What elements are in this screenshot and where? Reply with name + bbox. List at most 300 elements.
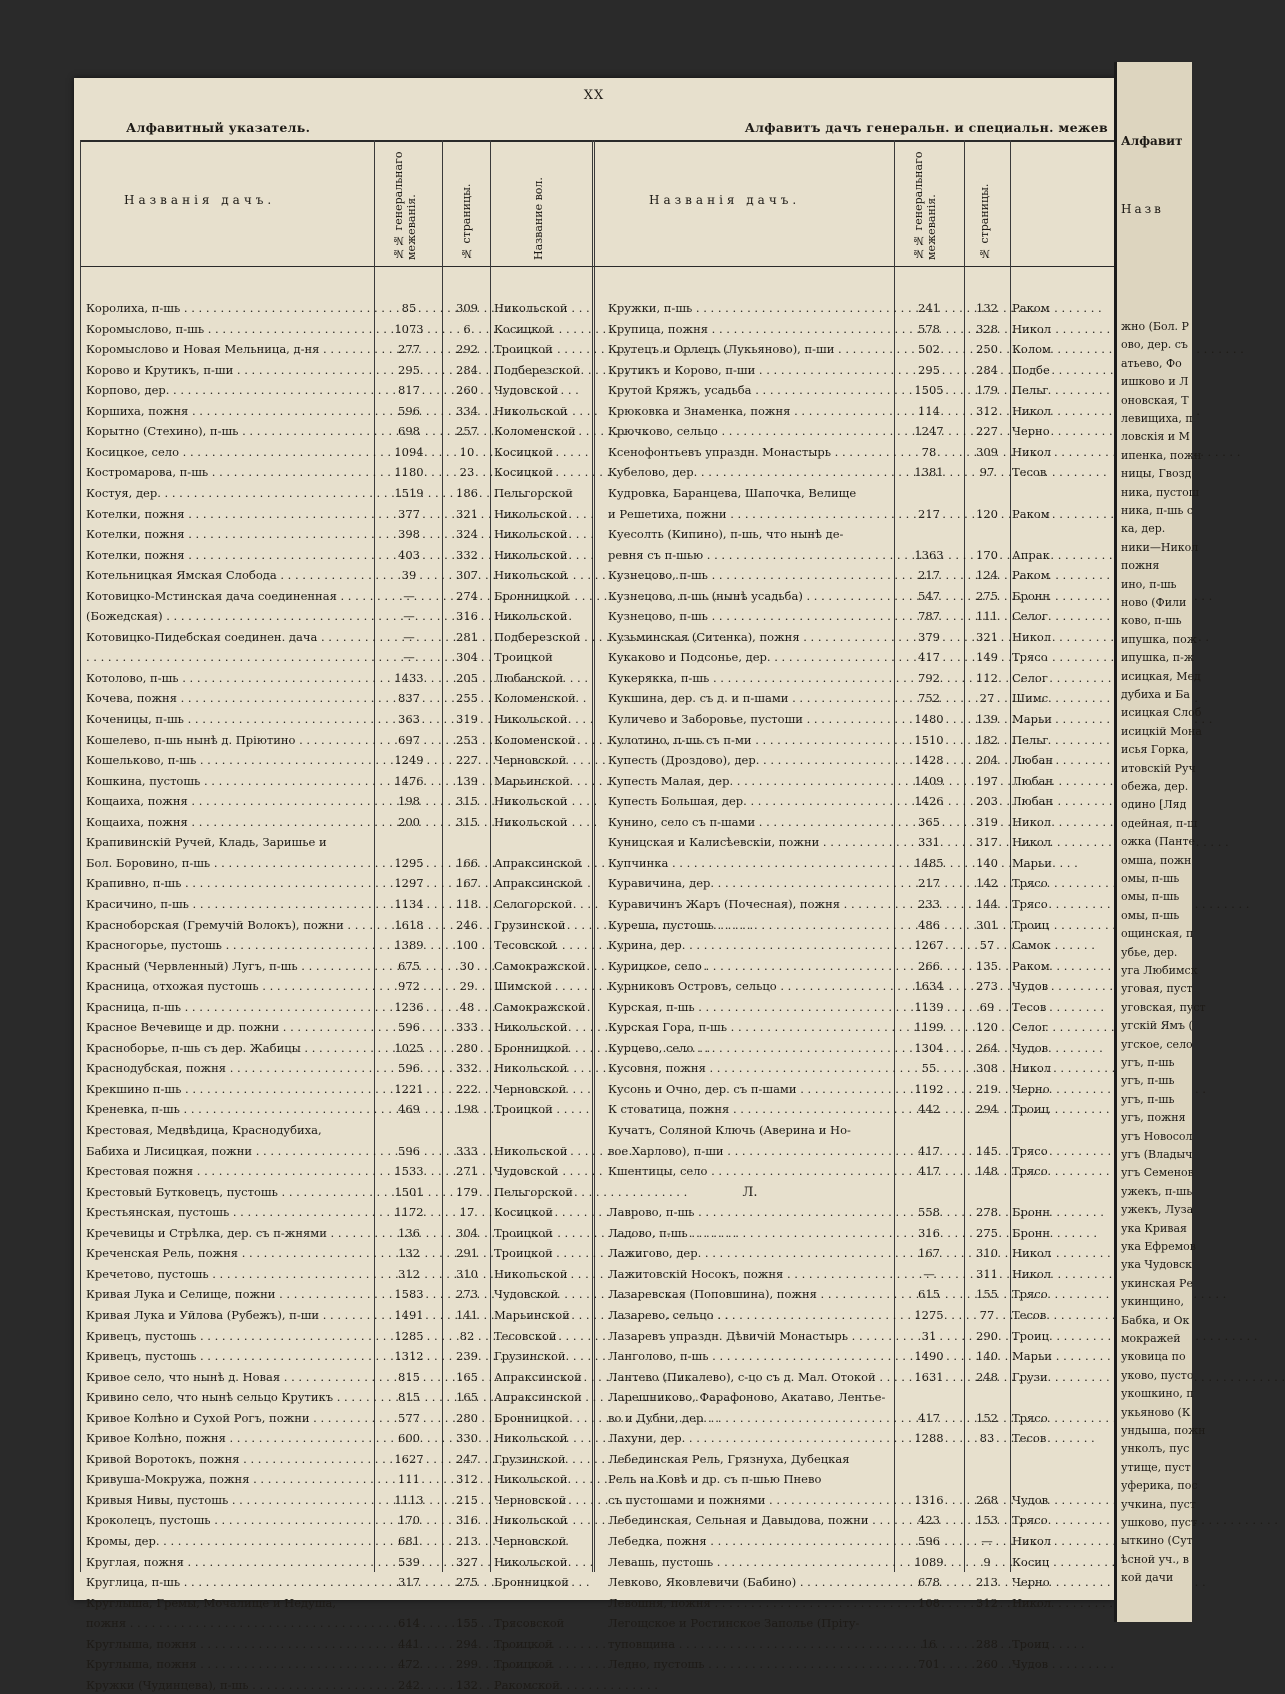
estate-name: Крапивно, п-шь . . . [86,875,372,892]
general-survey-number: 1312 [394,1349,424,1364]
page-number: 179 [976,383,998,398]
estate-name: ревня съ п-шью . . . [608,547,892,564]
estate-name: Ладово, п-шь . . . [608,1225,892,1242]
page-number: 152 [976,1410,998,1425]
general-survey-number: 217 [918,568,940,583]
estate-name: Котовицко-Пидебская соединен. дача . . . [86,629,372,646]
volost-name: Косиц [1012,1554,1050,1569]
general-survey-number: 600 [398,1431,420,1446]
estate-name: Кривое село, что нынѣ д. Новая . . . [86,1369,372,1386]
page-number: 316 [456,609,478,624]
estate-name: Кружки, п-шь . . . [608,300,892,317]
estate-name: Кошкина, пустошь . . . [86,773,372,790]
page-number: 321 [976,629,998,644]
page-number: 213 [976,1575,998,1590]
page-number: 197 [976,773,998,788]
estate-name: Кроколецъ, пустошь . . . [86,1512,372,1529]
estate-name: Кулотино, п-шь съ п-ми . . . [608,732,892,749]
page-number: 311 [976,1266,998,1281]
estate-name: Красногорье, пустошь . . . [86,937,372,954]
volost-name: Марьи [1012,855,1052,870]
page-number: 186 [456,485,478,500]
estate-name: Курниковъ Островъ, сельцо . . . [608,978,892,995]
page-number: 274 [456,588,478,603]
next-page-text: ницы, Гвозд [1121,467,1192,481]
page-number: 141 [456,1307,478,1322]
general-survey-number: 111 [398,1472,420,1487]
volost-name: Никол [1012,403,1052,418]
estate-name: Кривуша-Мокружа, пожня . . . [86,1471,372,1488]
estate-name: Круглыша, Гремы, Мочалище и Недуша, [86,1595,337,1610]
general-survey-number: 1236 [394,999,424,1014]
general-survey-number: 1285 [394,1328,424,1343]
estate-name: Кощаиха, пожня . . . [86,793,372,810]
header-right: Алфавитъ дачъ генеральн. и специальн. межев [744,120,1108,135]
general-survey-number: 558 [918,1205,940,1220]
page-number: 260 [456,383,478,398]
general-survey-number: 787 [918,609,940,624]
estate-name: Краснодубская, пожня . . . [86,1060,372,1077]
estate-name: Крюковка и Знаменка, пожня . . . [608,403,892,420]
estate-name: Курцево, село . . . [608,1040,892,1057]
page-number: 215 [456,1492,478,1507]
general-survey-number: 295 [918,362,940,377]
estate-name: Купесть (Дроздово), дер. . . . [608,752,892,769]
volost-name: Подберезской [494,629,581,644]
estate-name: Кубелово, дер. . . . [608,464,892,481]
general-survey-number: 792 [918,670,940,685]
col-head-name-right: Названія дачъ. [649,193,801,207]
page-number: 309 [456,301,478,315]
page-number: 290 [976,1328,998,1343]
next-page-text: исицкая Слоб [1121,706,1202,720]
estate-name: К стоватица, пожня . . . [608,1101,892,1118]
volost-name: Трясо [1012,1287,1048,1302]
page-number: 82 [459,1328,475,1343]
volost-name: Черно [1012,1081,1050,1096]
estate-name: Ледно, пустошь . . . [608,1656,892,1673]
estate-name: Крекшино п-шь . . . [86,1081,372,1098]
estate-name: Красичино, п-шь . . . [86,896,372,913]
page-number: 250 [976,342,998,357]
estate-name: во и Дубни, дер. . . . [608,1410,892,1427]
volost-name: Раком [1012,568,1050,583]
col-head-gen: №№ генеральнаго межеванія. [392,151,418,260]
volost-name: Никол [1012,1246,1052,1261]
estate-name: Кривой Воротокъ, пожня . . . [86,1451,372,1468]
estate-name: Красница, отхожая пустошь . . . [86,978,372,995]
next-page-text: ка, дер. [1121,522,1166,536]
page-number: 27 [979,691,995,706]
next-page-text: ипушка, п-ж [1121,651,1194,665]
next-page-text: ука Ефремов [1121,1240,1196,1253]
general-survey-number: 365 [918,814,940,829]
next-page-text: угъ Семенов [1121,1166,1194,1180]
page-number: 198 [456,1102,478,1117]
header-left: Алфавитный указатель. [126,120,311,135]
general-survey-number: 1426 [914,794,944,809]
next-page-text: ишково и Л [1121,375,1189,389]
page-number: 308 [976,1061,998,1076]
volost-name: Бронницкой [494,1040,569,1055]
page-number: 304 [456,650,478,665]
general-survey-number: 417 [918,1164,940,1179]
page-number: 69 [979,999,995,1014]
next-page-text: ужекъ, Луза [1121,1203,1194,1217]
volost-name: Троиц [1012,917,1050,932]
volost-name: Марьинской [494,1307,570,1322]
page-number: 203 [976,794,998,809]
estate-name: и Решетиха, пожни . . . [608,506,892,523]
page-number: 315 [456,794,478,809]
general-survey-number: 403 [398,547,420,562]
estate-name: Кузнецово, п-шь (нынѣ усадьба) . . . [608,588,892,605]
next-page-text: укошкино, п [1121,1387,1194,1401]
page-number: 280 [456,1410,478,1425]
next-page-text: пожня [1121,559,1160,573]
next-page-text: ѣсной уч., в [1121,1552,1190,1566]
page-number: 310 [976,1246,998,1261]
column-rule [80,140,81,1572]
general-survey-number: 752 [918,691,940,706]
general-survey-number: 1583 [394,1287,424,1302]
general-survey-number: 1533 [394,1164,424,1179]
estate-name: Корпово, дер. . . . [86,382,372,399]
estate-name: Коршиха, пожня . . . [86,403,372,420]
general-survey-number: 1519 [394,485,424,500]
general-survey-number: — [403,629,415,644]
general-survey-number: 1249 [394,753,424,768]
general-survey-number: 1505 [914,383,944,398]
page-number: 334 [456,403,478,418]
estate-name: Кукаково и Подсонье, дер. . . . [608,649,892,666]
estate-name: Кучатъ, Соляной Ключь (Аверина и Но- [608,1123,851,1137]
estate-name: Котолово, п-шь . . . [86,670,372,687]
volost-name: Пельгорской [494,485,573,500]
next-page-text: угское, село [1121,1037,1193,1051]
next-page-text: угъ Новосол [1121,1129,1193,1143]
next-page-text: кой дачи [1121,1571,1174,1585]
volost-name: Никол [1012,1534,1052,1548]
general-survey-number: 132 [398,1246,420,1261]
volost-name: Чудовской [494,383,559,398]
next-page-text: ожка (Панте [1121,835,1196,849]
page-number: 140 [976,855,998,870]
page-number: 271 [456,1164,478,1179]
general-survey-number: 596 [398,1061,420,1076]
general-survey-number: 1491 [394,1307,424,1322]
next-page-colhead: Назв [1121,202,1164,216]
volost-name: Грузинской [494,917,566,932]
general-survey-number: 681 [398,1534,420,1548]
estate-name: Ланголово, п-шь . . . [608,1348,892,1365]
page-number: 165 [456,1390,478,1405]
volost-name: Селог [1012,609,1048,624]
estate-name: (Божедская) . . . [86,608,372,625]
page-number: 10 [459,444,475,459]
next-page-text: угъ (Владыч [1121,1148,1193,1161]
page-number: 275 [976,588,998,603]
general-survey-number: 678 [918,1575,940,1590]
volost-name: Подбе [1012,362,1050,377]
volost-name: Черновской [494,1081,567,1096]
volost-name: Грузинской [494,1451,566,1466]
estate-name: Кочева, пожня . . . [86,690,372,707]
volost-name: Бронн [1012,1225,1051,1240]
general-survey-number: 417 [918,1143,940,1158]
estate-name: Крючково, сельцо . . . [608,423,892,440]
general-survey-number: 242 [398,1677,420,1692]
general-survey-number: 136 [398,1225,420,1240]
estate-name: Крестовый Бутковецъ, пустошь . . . [86,1184,372,1201]
page-number: 316 [456,1513,478,1528]
volost-name: Апраксинской [494,1390,582,1405]
general-survey-number: 502 [918,342,940,357]
estate-name: Костуя, дер. . . . [86,485,372,502]
estate-name: Кречетово, пустошь . . . [86,1266,372,1283]
estate-name: Кузьминская (Ситенка), пожня . . . [608,629,892,646]
page-number: 248 [976,1369,998,1384]
next-page-text: ука Кривая [1121,1221,1187,1235]
page-number: 291 [456,1246,478,1261]
page-number: 145 [976,1143,998,1158]
volost-name: Троицкой [494,1636,553,1651]
volost-name: Колом [1012,342,1051,357]
next-page-text: уково, пусто [1121,1368,1194,1382]
estate-name: Купесть Большая, дер. . . . [608,793,892,810]
estate-name: Купчинка . . . [608,855,892,872]
next-page-text: укьяново (К [1121,1405,1191,1419]
page-number: 111 [976,609,998,624]
next-page-text: угъ, пожня [1121,1111,1186,1125]
general-survey-number: 547 [918,588,940,603]
estate-name: Бол. Боровино, п-шь . . . [86,855,372,872]
page-number: 315 [456,814,478,829]
general-survey-number: 1409 [914,773,944,788]
volost-name: Селог [1012,670,1048,685]
general-survey-number: 596 [398,1143,420,1158]
volost-name: Самокражской [494,958,586,973]
page-number: 288 [976,1636,998,1651]
estate-name: Рель на Ковѣ и др. съ п-шью Пнево [608,1472,822,1487]
estate-name: Красница, п-шь . . . [86,999,372,1016]
volost-name: Никол [1012,835,1052,850]
volost-name: Никольской [494,527,568,542]
estate-name: Легощское и Ростинское Заполье (Пріту- [608,1616,860,1631]
general-survey-number: 698 [398,424,420,439]
general-survey-number: 615 [918,1287,940,1302]
volost-name: Никольской [494,1061,568,1076]
general-survey-number: 1501 [394,1184,424,1199]
estate-name: Королиха, п-шь . . . [86,300,372,317]
volost-name: Косицкой [494,321,554,336]
general-survey-number: 423 [918,1513,940,1528]
page-number: 321 [456,506,478,521]
general-survey-number: 331 [918,835,940,850]
general-survey-number: 817 [398,383,420,398]
estate-name: Корытно (Стехино), п-шь . . . [86,423,372,440]
page-number: 155 [456,1616,478,1631]
general-survey-number: 701 [918,1657,940,1672]
general-survey-number: 1180 [394,465,424,480]
volost-name: Тесов [1012,999,1047,1014]
general-survey-number: 198 [398,794,420,809]
estate-name: туповщина . . . [608,1636,892,1653]
next-page-text: ыткино (Сут [1121,1534,1193,1548]
estate-name: Левково, Яковлевичи (Бабино) . . . [608,1574,892,1591]
page-number: 333 [456,1020,478,1035]
general-survey-number: — [403,588,415,603]
general-survey-number: 167 [918,1246,940,1261]
volost-name: Бронн [1012,1205,1051,1220]
page-number: 309 [976,444,998,459]
page-number: 280 [456,1040,478,1055]
page-number: 166 [456,855,478,870]
general-survey-number: 596 [918,1534,940,1548]
page-number: 167 [456,876,478,891]
volost-name: Косицкой [494,1205,554,1220]
next-page-text: ово, дер. съ [1121,338,1188,352]
volost-name: Пельг [1012,732,1049,747]
volost-name: Коломенской [494,424,576,439]
volost-name: Никольской [494,814,568,829]
next-page-text: итовскій Руч [1121,761,1196,775]
next-page-text: Бабка, и Ок [1121,1313,1190,1327]
volost-name: Косицкой [494,465,554,480]
general-survey-number: — [403,609,415,624]
estate-name: Курская, п-шь . . . [608,999,892,1016]
estate-name: Кузнецово, п-шь . . . [608,608,892,625]
volost-name: Любан [1012,773,1054,788]
next-page-text: укинская Ре [1121,1276,1193,1290]
next-page-text: одейная, п-ш [1121,816,1198,830]
page-number: 268 [976,1492,998,1507]
next-page-text: исицкая, Мед [1121,669,1201,683]
general-survey-number: 1247 [914,424,944,439]
estate-name: Котелки, пожня . . . [86,547,372,564]
next-page-text: учкина, пуст [1121,1497,1196,1511]
page-number: 273 [976,979,998,994]
general-survey-number: 295 [398,362,420,377]
book-page [74,78,1114,1692]
page-number: 222 [456,1081,478,1096]
next-page-text: унколъ, пус [1121,1442,1190,1456]
page-number: 144 [976,896,998,911]
page-number: 278 [976,1205,998,1220]
estate-name: Котелки, пожня . . . [86,526,372,543]
volost-name: Никольской [494,1431,568,1446]
next-page-text: мокражей [1121,1332,1181,1345]
volost-name: Раком [1012,506,1050,521]
volost-name: Троицкой [494,1246,553,1261]
page-number: 124 [976,568,998,583]
general-survey-number: 417 [918,1410,940,1425]
volost-name: Бронницкой [494,1575,569,1590]
page-number: 312 [456,1472,478,1487]
page-number: 312 [976,403,998,418]
page-number: 9 [983,1554,991,1569]
section-letter: Л. [742,1184,758,1200]
general-survey-number: 312 [398,1266,420,1281]
estate-name: Кривое Колѣно и Сухой Рогъ, пожни . . . [86,1410,372,1427]
volost-name: Черновской [494,753,567,768]
col-head-gen-right: №№ генеральнаго межеванія. [912,151,938,260]
general-survey-number: 1288 [914,1431,944,1446]
estate-name: Кречевицы и Стрѣлка, дер. съ п-жнями . . . [86,1225,372,1242]
general-survey-number: 114 [918,403,940,418]
estate-name: Коромыслово и Новая Мельница, д-ня . . . [86,341,372,358]
volost-name: Марьи [1012,1349,1052,1364]
general-survey-number: 200 [398,814,420,829]
page-number: 275 [976,1225,998,1240]
general-survey-number: 539 [398,1554,420,1569]
estate-name: Круглыша, пожня . . . [86,1656,372,1673]
volost-name: Любан [1012,753,1054,768]
estate-name: Крутой Кряжъ, усадьба . . . [608,382,892,399]
volost-name: Бронницкой [494,1410,569,1425]
volost-name: Никол [1012,1595,1052,1610]
next-page-text: ловскія и М [1121,430,1190,444]
volost-name: Селог [1012,1020,1048,1035]
estate-name: Круглыша, пожня . . . [86,1636,372,1653]
page-number: 292 [456,342,478,357]
next-page-text: ково, п-шь [1121,614,1182,628]
volost-name: Никольской [494,403,568,418]
page-number: 100 [456,938,478,953]
estate-name: Крестовая пожня . . . [86,1163,372,1180]
estate-name: Креневка, п-шь . . . [86,1101,372,1118]
general-survey-number: 614 [398,1616,420,1631]
estate-name: Котелки, пожня . . . [86,506,372,523]
estate-name: вое Харлово), п-ши . . . [608,1143,892,1160]
volost-name: Никольской [494,547,568,562]
general-survey-number: 1172 [394,1205,424,1220]
volost-name: Раком [1012,301,1050,315]
page-number: 253 [456,732,478,747]
page-number: 219 [976,1081,998,1096]
general-survey-number: 1139 [914,999,944,1014]
estate-name: Кусонь и Очно, дер. съ п-шами . . . [608,1081,892,1098]
next-page-text: омы, п-шь [1121,908,1180,922]
volost-name: Никольской [494,1554,568,1569]
estate-name: съ пустошами и пожнями . . . [608,1492,892,1509]
page-number: 328 [976,321,998,336]
estate-name: Котовицко-Мстинская дача соединенная . . . [86,588,372,605]
general-survey-number: 577 [398,1410,420,1425]
col-head-volost: Название вол. [532,177,545,260]
general-survey-number: 1094 [394,444,424,459]
page-number: 319 [456,712,478,726]
general-survey-number: 1485 [914,855,944,870]
volost-name: Никольской [494,794,568,809]
general-survey-number: 16 [921,1636,937,1651]
general-survey-number: 266 [918,958,940,973]
estate-name: Лебединская Рель, Грязнуха, Дубецкая [608,1451,850,1466]
volost-name: Никол [1012,814,1052,829]
next-page-text: ново (Фили [1121,596,1187,609]
general-survey-number: 55 [921,1061,937,1076]
estate-name: Лебединская, Сельная и Давыдова, пожни . . . [608,1512,892,1529]
general-survey-number: 417 [918,650,940,665]
next-page-text: ипушка, пож [1121,632,1197,646]
general-survey-number: 1316 [914,1492,944,1507]
page-number: — [981,1534,993,1548]
page-number: 327 [456,1554,478,1569]
general-survey-number: 441 [398,1636,420,1651]
estate-name: Лазарево, сельцо . . . [608,1307,892,1324]
estate-name: Лаврово, п-шь . . . [608,1204,892,1221]
page-number: 307 [456,568,478,583]
